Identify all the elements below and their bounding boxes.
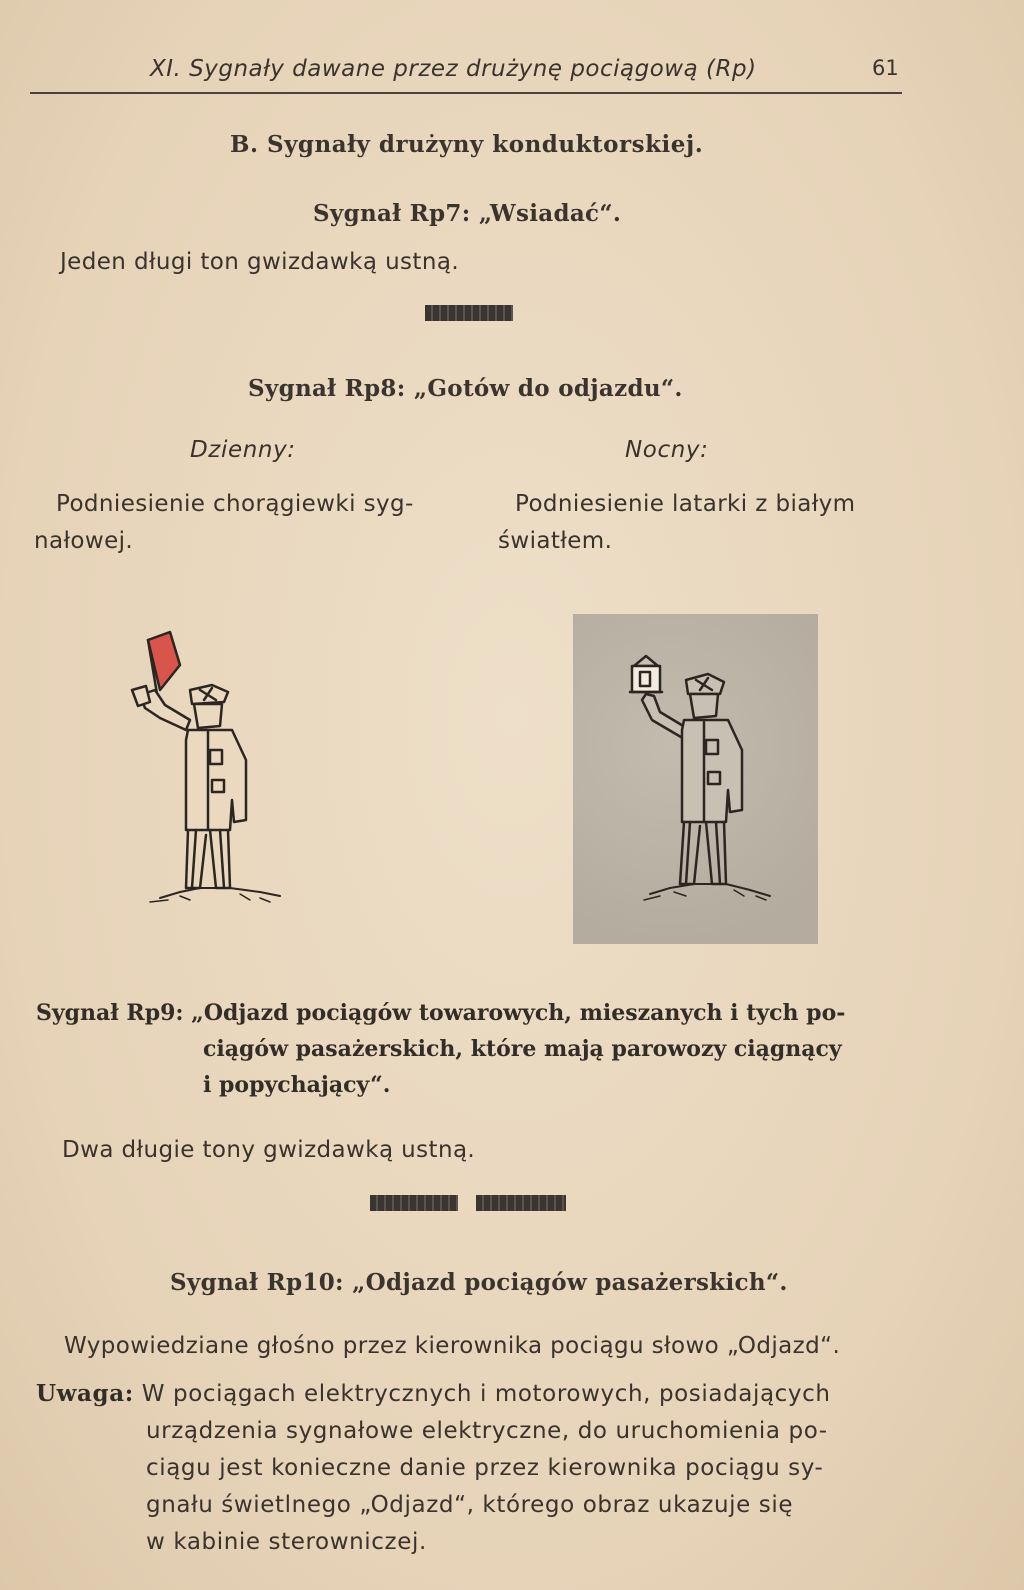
day-signal-illustration <box>120 630 290 920</box>
rp8-night-text-line1: Podniesienie latarki z białym <box>515 491 856 517</box>
note-line2: urządzenia sygnałowe elektryczne, do uruchomienia po- <box>146 1418 828 1444</box>
rp8-day-label: Dzienny: <box>190 437 296 463</box>
note-line4: gnału świetlnego „Odjazd“, którego obraz ukazuje się <box>146 1492 794 1518</box>
night-signal-illustration <box>610 650 790 930</box>
note-block <box>36 1375 902 1561</box>
rp9-heading-line1: Sygnał Rp9: „Odjazd pociągów towarowych, mieszanych i tych po- <box>36 1000 846 1026</box>
long-tone-bar-1 <box>370 1195 458 1211</box>
section-heading: B. Sygnały drużyny konduktorskiej. <box>230 131 704 158</box>
long-tone-bar <box>425 305 513 321</box>
note-line1: W pociągach elektrycznych i motorowych, posiadających <box>141 1381 831 1407</box>
lantern-icon <box>630 656 662 692</box>
rp9-heading-line2: ciągów pasażerskich, które mają parowozy ciągnący <box>203 1036 842 1062</box>
rp8-heading: Sygnał Rp8: „Gotów do odjazdu“. <box>248 375 683 402</box>
note-label: Uwaga: <box>36 1380 134 1407</box>
note-line3: ciągu jest konieczne danie przez kierownika pociągu sy- <box>146 1455 824 1481</box>
rp8-day-text-line2: nałowej. <box>34 528 134 554</box>
rp8-day-text-line1: Podniesienie chorągiewki syg- <box>56 491 414 517</box>
rp8-night-label: Nocny: <box>625 437 709 463</box>
flag-icon <box>148 632 180 690</box>
rp10-text: Wypowiedziane głośno przez kierownika pociągu słowo „Odjazd“. <box>64 1333 841 1359</box>
rp9-text: Dwa długie tony gwizdawką ustną. <box>62 1137 476 1163</box>
rp7-text: Jeden długi ton gwizdawką ustną. <box>60 249 460 275</box>
note-line5: w kabinie sterowniczej. <box>146 1529 427 1555</box>
rp9-heading <box>36 995 902 1103</box>
running-header: XI. Sygnały dawane przez drużynę pociągową (Rp) <box>150 56 757 82</box>
header-rule <box>30 92 902 94</box>
page-number: 61 <box>872 56 899 80</box>
rp9-heading-line3: i popychający“. <box>203 1072 391 1098</box>
rp7-heading: Sygnał Rp7: „Wsiadać“. <box>313 200 622 227</box>
long-tone-bar-2 <box>476 1195 566 1211</box>
rp10-heading: Sygnał Rp10: „Odjazd pociągów pasażerskich“. <box>170 1269 788 1296</box>
rp8-night-text-line2: światłem. <box>498 528 613 554</box>
